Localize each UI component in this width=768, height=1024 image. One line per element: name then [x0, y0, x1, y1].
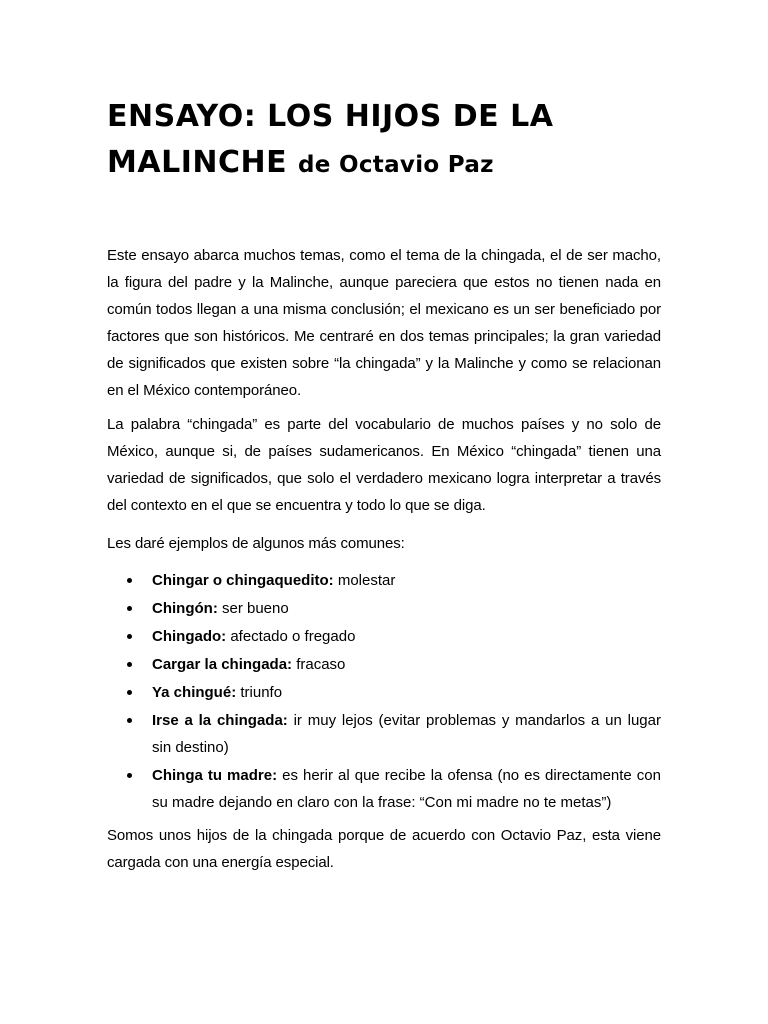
paragraph-examples-intro: Les daré ejemplos de algunos más comunes:	[107, 535, 405, 552]
bullet-icon	[127, 662, 132, 667]
title-main: ENSAYO: LOS HIJOS DE LA MALINCHE	[107, 99, 554, 180]
example-term: Chingón:	[152, 600, 218, 617]
paragraph-conclusion: Somos unos hijos de la chingada porque de acuerdo con Octavio Paz, esta viene cargada con una energía especial.	[107, 827, 661, 871]
bullet-icon	[127, 718, 132, 723]
bullet-icon	[127, 578, 132, 583]
list-item	[107, 762, 661, 816]
example-term: Irse a la chingada:	[152, 712, 288, 729]
example-term: Chingar o chingaquedito:	[152, 572, 334, 589]
list-item	[107, 567, 661, 594]
list-item	[107, 679, 661, 706]
example-meaning: triunfo	[236, 684, 283, 701]
list-item	[107, 651, 661, 678]
list-item	[107, 595, 661, 622]
example-term: Ya chingué:	[152, 684, 237, 701]
list-item	[107, 707, 661, 761]
examples-list	[107, 567, 661, 817]
bullet-icon	[127, 606, 132, 611]
bullet-icon	[127, 690, 132, 695]
example-meaning: ir muy lejos (evitar problemas y mandarlos a un lugar sin destino)	[152, 712, 661, 756]
example-meaning: molestar	[333, 572, 396, 589]
example-meaning: fracaso	[292, 656, 346, 673]
example-term: Chinga tu madre:	[152, 767, 278, 784]
list-item	[107, 623, 661, 650]
bullet-icon	[127, 634, 132, 639]
title-subtitle: de Octavio Paz	[298, 152, 494, 178]
paragraph-intro: Este ensayo abarca muchos temas, como el tema de la chingada, el de ser macho, la figura del padre y la Malinche, aunque pareciera que estos no tienen nada en común todos llegan a una misma conclusión; el mexicano es un ser beneficiado por factores que son históricos. Me centraré en dos temas principales; la gran variedad de significados que existen sobre “la chingada” y la Malinche y como se relacionan en el México contemporáneo.	[107, 247, 661, 399]
example-meaning: afectado o fregado	[226, 628, 356, 645]
document-title	[107, 94, 661, 188]
example-meaning: ser bueno	[217, 600, 289, 617]
paragraph-chingada: La palabra “chingada” es parte del vocabulario de muchos países y no solo de México, aunque si, de países sudamericanos. En México “chingada” tienen una variedad de significados, que solo el verdadero mexicano logra interpretar a través del contexto en el que se encuentra y todo lo que se diga.	[107, 416, 661, 514]
bullet-icon	[127, 773, 132, 778]
example-term: Chingado:	[152, 628, 227, 645]
example-term: Cargar la chingada:	[152, 656, 293, 673]
example-meaning: es herir al que recibe la ofensa (no es directamente con su madre dejando en claro con la frase: “Con mi madre no te metas”)	[152, 767, 661, 811]
